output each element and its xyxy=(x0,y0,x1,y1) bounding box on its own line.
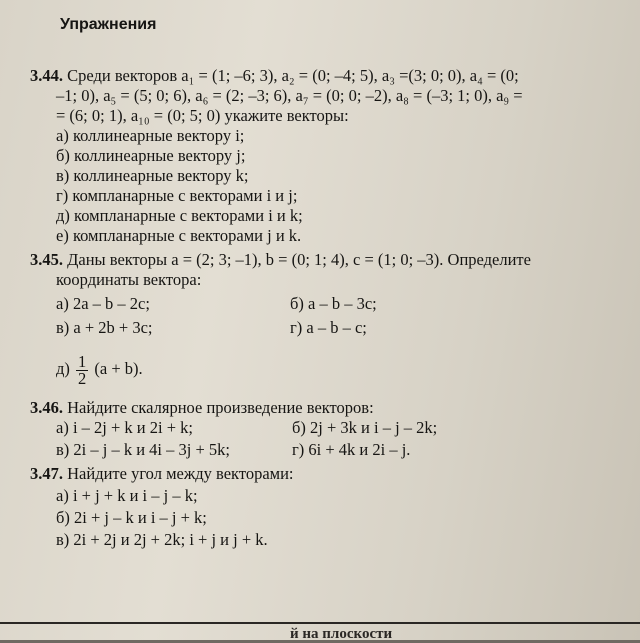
exercise-3-47-item-b: б) 2i + j – k и i – j + k; xyxy=(56,508,207,527)
exercise-3-44-line-2: –1; 0), a₅ = (5; 0; 6), a₆ = (2; –3; 6), a₇ = (0; 0; –2), a₈ = (–3; 1; 0), a₉ = xyxy=(56,86,523,105)
exercise-3-47-item-c: в) 2i + 2j и 2j + 2k; i + j и j + k. xyxy=(56,530,268,549)
exercise-text: Найдите угол между векторами: xyxy=(67,464,294,483)
exercise-text: Найдите скалярное произведение векторов: xyxy=(67,398,374,417)
exercise-3-46-item-a: а) i – 2j + k и 2i + k; xyxy=(56,418,193,437)
exercise-3-44-item-d: г) компланарные с векторами i и j; xyxy=(56,186,298,205)
exercise-3-45-line-2: координаты вектора: xyxy=(56,270,202,289)
exercise-text: Даны векторы a = (2; 3; –1), b = (0; 1; 4), c = (1; 0; –3). Определите xyxy=(67,250,531,269)
exercise-number: 3.46. xyxy=(30,398,63,417)
exercise-number: 3.47. xyxy=(30,464,63,483)
exercise-3-45-line-1 xyxy=(30,250,531,270)
exercise-number: 3.44. xyxy=(30,66,63,85)
exercise-3-44-item-a: а) коллинеарные вектору i; xyxy=(56,126,245,145)
exercise-3-47-item-a: а) i + j + k и i – j – k; xyxy=(56,486,198,505)
exercise-3-44-item-c: в) коллинеарные вектору k; xyxy=(56,166,249,185)
exercise-text: Среди векторов a₁ = (1; –6; 3), a₂ = (0; –4; 5), a₃ =(3; 0; 0), a₄ = (0; xyxy=(67,66,519,85)
exercise-3-45-item-e xyxy=(56,352,143,387)
exercise-3-46-item-d: г) 6i + 4k и 2i – j. xyxy=(292,440,411,459)
section-title: Упражнения xyxy=(60,16,157,33)
exercise-3-45-item-d: г) a – b – c; xyxy=(290,318,367,337)
exercise-3-44-line-1 xyxy=(30,66,519,86)
exercise-3-45-item-c: в) a + 2b + 3c; xyxy=(56,318,153,337)
exercise-3-45-item-a: а) 2a – b – 2c; xyxy=(56,294,150,313)
exercise-3-47-line-1 xyxy=(30,464,294,484)
exercise-3-46-line-1 xyxy=(30,398,374,418)
exercise-3-44-item-e: д) компланарные с векторами i и k; xyxy=(56,206,303,225)
fraction-denominator: 2 xyxy=(78,368,87,388)
exercise-3-44-item-b: б) коллинеарные вектору j; xyxy=(56,146,246,165)
exercise-3-45-item-b: б) a – b – 3c; xyxy=(290,294,377,313)
fraction xyxy=(76,351,88,388)
fraction-numerator: 1 xyxy=(78,351,87,371)
item-label: д) xyxy=(56,359,70,378)
exercise-3-46-item-c: в) 2i – j – k и 4i – 3j + 5k; xyxy=(56,440,230,459)
exercise-3-44-line-3: = (6; 0; 1), a₁₀ = (0; 5; 0) укажите векторы: xyxy=(56,106,349,125)
next-section-heading: й на плоскости xyxy=(290,626,393,642)
exercise-3-44-item-f: е) компланарные с векторами j и k. xyxy=(56,226,302,245)
item-expression: (a + b). xyxy=(94,359,143,378)
page-bottom-rule xyxy=(0,622,640,624)
exercise-number: 3.45. xyxy=(30,250,63,269)
exercise-3-46-item-b: б) 2j + 3k и i – j – 2k; xyxy=(292,418,438,437)
